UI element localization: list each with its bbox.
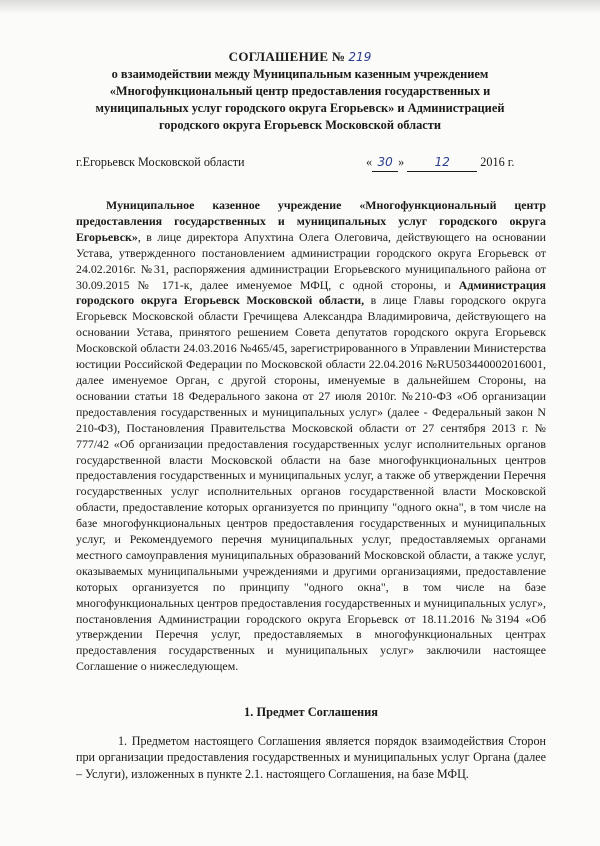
agreement-title xyxy=(60,48,540,66)
date-close-quote: » xyxy=(398,155,405,169)
date-month-handwritten: 12 xyxy=(434,155,450,169)
agreement-subtitle-line-1: о взаимодействии между Муниципальным казенным учреждением xyxy=(111,67,489,81)
date-month-field xyxy=(407,154,477,172)
section-1-heading: 1. Предмет Соглашения xyxy=(244,705,378,719)
date-year: 2016 г. xyxy=(480,155,515,169)
signing-date xyxy=(366,154,514,172)
date-open-quote: « xyxy=(366,155,373,169)
preamble-text-part-1: , в лице директора Апухтина Олега Олеговича, действующего на основании Устава, утвержденного постановлением администрации городского округа Егорьевск от 24.02.2016г. №31, распоряжения администрации Егорьевского муниципального района от 30.09.2015 № 171-к, далее именуемое МФЦ, с одной стороны, и xyxy=(76,229,546,292)
date-day-field xyxy=(372,154,398,172)
place-of-signing: г.Егорьевск Московской области xyxy=(76,155,245,169)
section-1-paragraph: 1. Предметом настоящего Соглашения является порядок взаимодействия Сторон при организации предоставления государственных и муниципальных услуг Органа (далее – Услуги), изложенных в пункте 2.1. настоящего Соглашения, на базе МФЦ. xyxy=(76,734,546,781)
preamble xyxy=(76,198,546,675)
agreement-title-block xyxy=(60,48,540,134)
agreement-subtitle-line-3: муниципальных услуг городского округа Егорьевск» и Администрацией xyxy=(95,101,505,115)
scan-edge xyxy=(0,0,600,14)
date-day-handwritten: 30 xyxy=(377,155,393,169)
agreement-subtitle-line-4: городского округа Егорьевск Московской области xyxy=(158,118,442,132)
agreement-subtitle-line-2: «Многофункциональный центр предоставления государственных и xyxy=(109,84,491,98)
mfc-name-bold: Муниципальное казенное учреждение «Многофункциональный центр предоставления государственных и муниципальных услуг городского округа Егорьевск» xyxy=(76,198,546,244)
preamble-paragraph xyxy=(76,198,546,675)
section-1-body xyxy=(76,733,546,782)
agreement-title-label: СОГЛАШЕНИЕ № xyxy=(228,49,346,64)
agreement-number-handwritten: 219 xyxy=(348,50,372,64)
preamble-text-part-2: в лице Главы городского округа Егорьевск Московской области Гречищева Александра Владимировича, действующего на основании Устава, принятого решением Совета депутатов городского округа Егорьевск Московской области 24.03.2016 №465/45, зарегистрированного в Управлении Министерства юстиции Российской Федерации по Московской области 22.04.2016 №RU503440002016001, далее именуемое Орган, с другой стороны, именуемые в дальнейшем Стороны, на основании статьи 18 Федерального закона от 27 июля 2010г. №210-ФЗ «Об организации предоставления государственных и муниципальных услуг» (далее - Федеральный закон N 210-ФЗ), Постановления Правительства Московской области от 27 сентября 2013 г. № 777/42 «Об организации предоставления государственных услуг исполнительных органов государственной власти Московской области на базе многофункциональных центров предоставления государственных и муниципальных услуг, а также об утверждении Перечня государственных услуг исполнительных органов государственной власти Московской области, предоставление которых организуется по принципу "одного окна", в том числе на базе многофункциональных центров предоставления государственных и муниципальных услуг, и Рекомендуемого перечня муниципальных услуг, предоставляемых органами местного самоуправления муниципальных образований Московской области, а также услуг, оказываемых муниципальными учреждениями и другими организациями, предоставление которых организуется по принципу "одного окна", в том числе на базе многофункциональных центров предоставления государственных и муниципальных услуг», постановления Администрации городского округа Егорьевск от 18.11.2016 №3194 «Об утверждении Перечня услуг, предоставляемых в многофункциональных центрах предоставления государственных и муниципальных услуг» заключили настоящее Соглашение о нижеследующем. xyxy=(76,293,546,674)
administration-name-bold: Администрация городского округа Егорьевск Московской области, xyxy=(76,277,546,308)
